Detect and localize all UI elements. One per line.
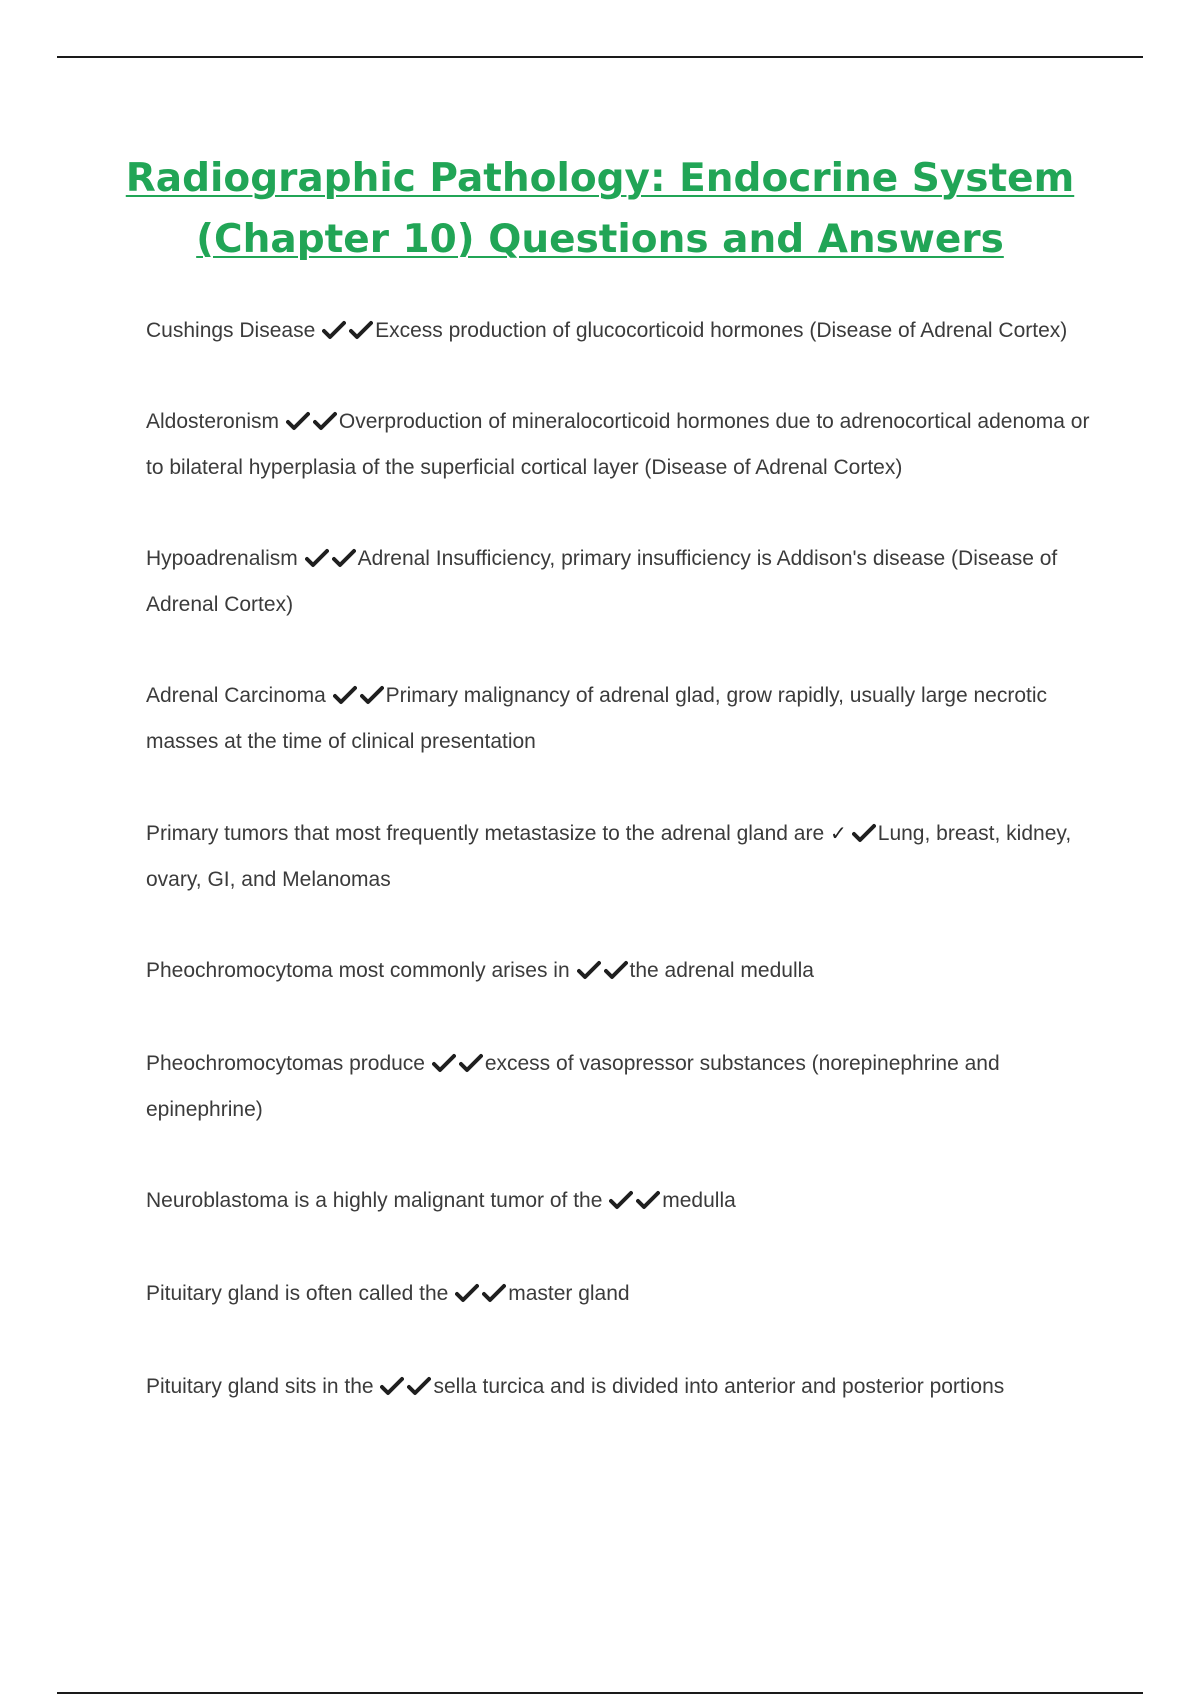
question-text: Pituitary gland sits in the bbox=[146, 1375, 374, 1398]
title-line-2: (Chapter 10) Questions and Answers bbox=[196, 217, 1004, 262]
check-icon bbox=[305, 548, 329, 568]
check-icon bbox=[852, 823, 876, 843]
qa-list bbox=[146, 308, 1096, 1410]
check-icon bbox=[459, 1053, 483, 1073]
qa-item bbox=[146, 536, 1096, 628]
qa-item bbox=[146, 1271, 1096, 1317]
check-icon bbox=[455, 1283, 479, 1303]
check-icon bbox=[380, 1376, 404, 1396]
answer-text: the adrenal medulla bbox=[629, 959, 814, 982]
title-line-1: Radiographic Pathology: Endocrine System bbox=[125, 156, 1075, 201]
qa-item bbox=[146, 1041, 1096, 1133]
document-title bbox=[120, 148, 1080, 270]
bottom-divider bbox=[57, 1692, 1143, 1694]
qa-item bbox=[146, 399, 1096, 491]
qa-item bbox=[146, 810, 1096, 903]
check-icon bbox=[432, 1053, 456, 1073]
answer-text: Excess production of glucocorticoid hormones (Disease of Adrenal Cortex) bbox=[375, 319, 1068, 342]
answer-text: Overproduction of mineralocorticoid hormones due to adrenocortical adenoma or to bilateral hyperplasia of the superficial cortical layer (Disease of Adrenal Cortex) bbox=[146, 410, 1090, 479]
question-text: Pituitary gland is often called the bbox=[146, 1282, 449, 1305]
check-icon bbox=[332, 548, 356, 568]
answer-text: medulla bbox=[662, 1189, 736, 1212]
answer-text: master gland bbox=[508, 1282, 630, 1305]
qa-item bbox=[146, 673, 1096, 765]
check-icon bbox=[322, 320, 346, 340]
qa-item bbox=[146, 308, 1096, 354]
check-icon bbox=[482, 1283, 506, 1303]
check-icon bbox=[609, 1190, 633, 1210]
check-icon bbox=[333, 685, 357, 705]
check-icon bbox=[313, 411, 337, 431]
check-icon bbox=[577, 960, 601, 980]
answer-text: sella turcica and is divided into anterior and posterior portions bbox=[433, 1375, 1005, 1398]
qa-item bbox=[146, 1364, 1096, 1410]
check-icon bbox=[636, 1190, 660, 1210]
thin-check-icon: ✓ bbox=[830, 821, 847, 845]
question-text: Pheochromocytomas produce bbox=[146, 1052, 425, 1075]
question-text: Cushings Disease bbox=[146, 319, 316, 342]
question-text: Pheochromocytoma most commonly arises in bbox=[146, 959, 570, 982]
question-text: Primary tumors that most frequently metastasize to the adrenal gland are bbox=[146, 822, 825, 845]
check-icon bbox=[360, 685, 384, 705]
check-icon bbox=[407, 1376, 431, 1396]
check-icon bbox=[286, 411, 310, 431]
answer-text: excess of vasopressor substances (norepinephrine and epinephrine) bbox=[146, 1052, 1000, 1121]
question-text: Aldosteronism bbox=[146, 410, 280, 433]
qa-item bbox=[146, 948, 1096, 994]
answer-text: Lung, breast, kidney, ovary, GI, and Melanomas bbox=[146, 822, 1072, 891]
question-text: Hypoadrenalism bbox=[146, 547, 298, 570]
question-text: Adrenal Carcinoma bbox=[146, 684, 326, 707]
check-icon bbox=[604, 960, 628, 980]
question-text: Neuroblastoma is a highly malignant tumor of the bbox=[146, 1189, 603, 1212]
answer-text: Primary malignancy of adrenal glad, grow rapidly, usually large necrotic masses at the time of clinical presentation bbox=[146, 684, 1048, 753]
qa-item bbox=[146, 1178, 1096, 1224]
answer-text: Adrenal Insufficiency, primary insufficiency is Addison's disease (Disease of Adrenal Cortex) bbox=[146, 547, 1058, 616]
check-icon bbox=[349, 320, 373, 340]
top-divider bbox=[57, 56, 1143, 58]
